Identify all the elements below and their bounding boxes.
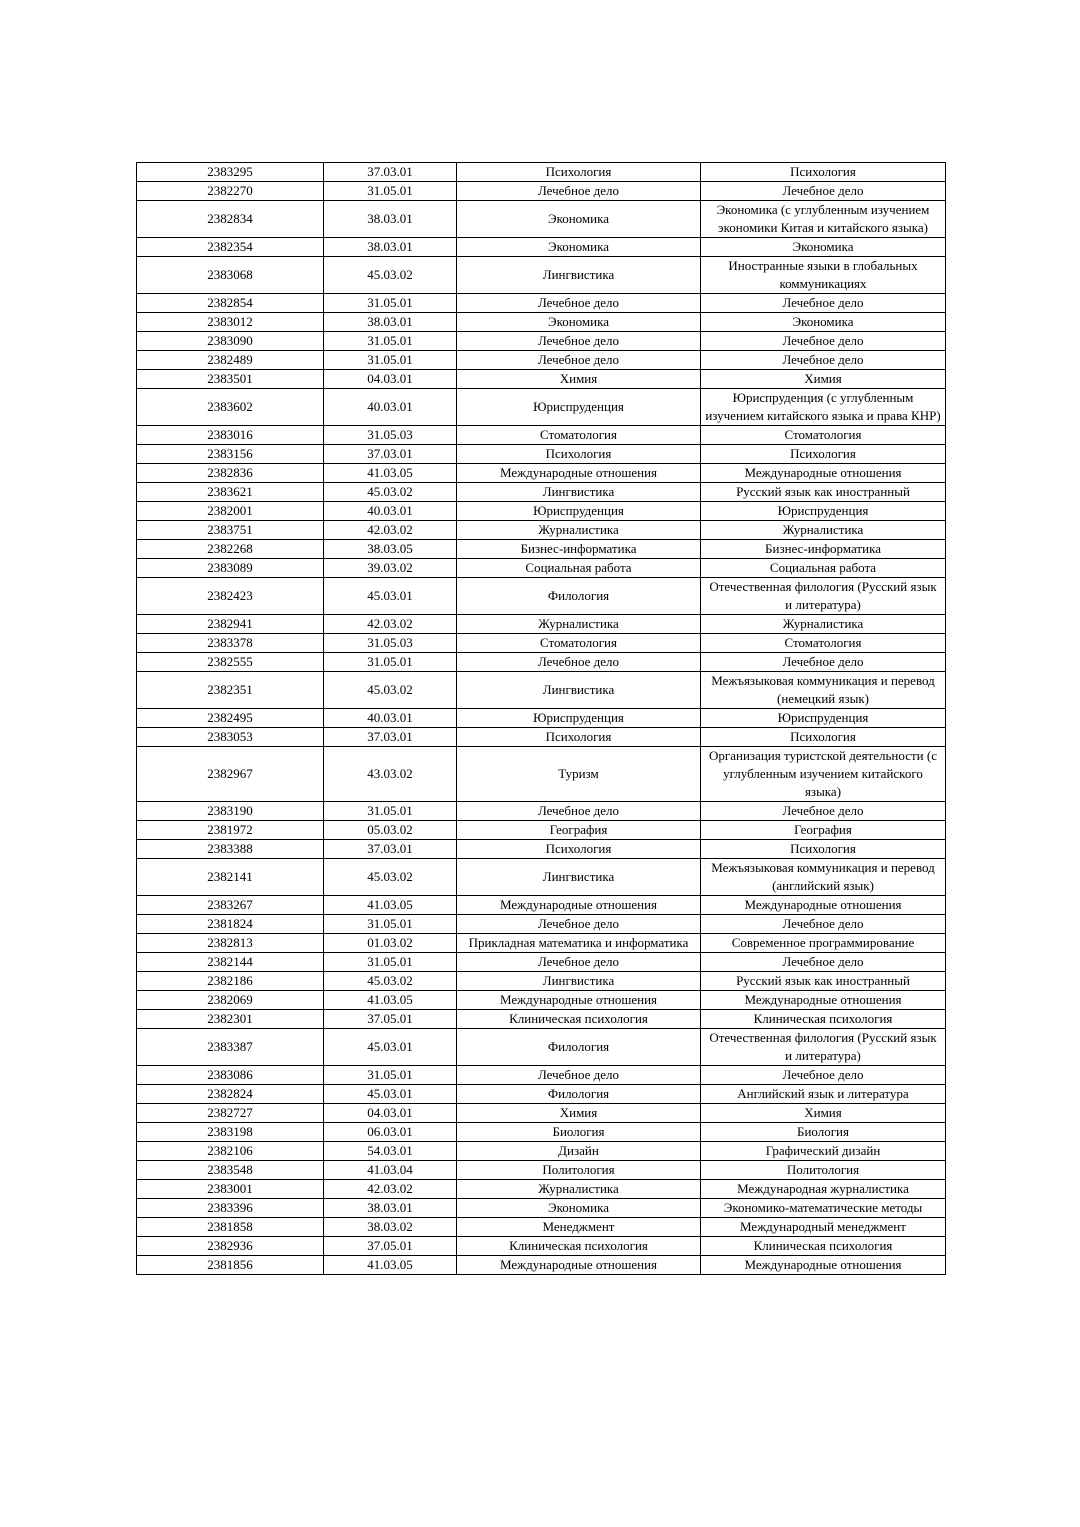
program-profile-cell: Международные отношения — [701, 991, 946, 1010]
field-of-study-cell: Журналистика — [457, 1180, 701, 1199]
applicant-id-cell: 2382270 — [137, 182, 324, 201]
program-code-cell: 31.05.01 — [324, 294, 457, 313]
applicant-id-cell: 2382727 — [137, 1104, 324, 1123]
table-row — [137, 728, 946, 747]
program-code-cell: 31.05.01 — [324, 182, 457, 201]
field-of-study-cell: Психология — [457, 445, 701, 464]
table-row — [137, 840, 946, 859]
program-profile-cell: Организация туристской деятельности (с углубленным изучением китайского языка) — [701, 747, 946, 802]
program-profile-cell: Психология — [701, 163, 946, 182]
field-of-study-cell: Биология — [457, 1123, 701, 1142]
applicant-id-cell: 2383053 — [137, 728, 324, 747]
program-profile-cell: Лечебное дело — [701, 802, 946, 821]
field-of-study-cell: Международные отношения — [457, 464, 701, 483]
applicant-id-cell: 2382144 — [137, 953, 324, 972]
table-row — [137, 201, 946, 238]
program-profile-cell: Международная журналистика — [701, 1180, 946, 1199]
program-code-cell: 31.05.01 — [324, 953, 457, 972]
table-row — [137, 351, 946, 370]
program-code-cell: 40.03.01 — [324, 389, 457, 426]
program-profile-cell: Межъязыковая коммуникация и перевод (немецкий язык) — [701, 672, 946, 709]
applicant-id-cell: 2383267 — [137, 896, 324, 915]
table-row — [137, 915, 946, 934]
program-profile-cell: Отечественная филология (Русский язык и литература) — [701, 1029, 946, 1066]
field-of-study-cell: Менеджмент — [457, 1218, 701, 1237]
applicant-id-cell: 2382354 — [137, 238, 324, 257]
program-profile-cell: Английский язык и литература — [701, 1085, 946, 1104]
program-profile-cell: Отечественная филология (Русский язык и литература) — [701, 578, 946, 615]
program-code-cell: 38.03.01 — [324, 238, 457, 257]
field-of-study-cell: Филология — [457, 1029, 701, 1066]
field-of-study-cell: Прикладная математика и информатика — [457, 934, 701, 953]
applicant-id-cell: 2382001 — [137, 502, 324, 521]
program-code-cell: 31.05.01 — [324, 1066, 457, 1085]
program-profile-cell: География — [701, 821, 946, 840]
program-code-cell: 45.03.02 — [324, 972, 457, 991]
program-code-cell: 38.03.01 — [324, 313, 457, 332]
table-row — [137, 634, 946, 653]
program-profile-cell: Лечебное дело — [701, 653, 946, 672]
program-code-cell: 31.05.01 — [324, 802, 457, 821]
program-profile-cell: Экономика — [701, 313, 946, 332]
field-of-study-cell: Юриспруденция — [457, 709, 701, 728]
program-profile-cell: Современное программирование — [701, 934, 946, 953]
applicant-id-cell: 2382069 — [137, 991, 324, 1010]
program-profile-cell: Клиническая психология — [701, 1010, 946, 1029]
program-code-cell: 37.03.01 — [324, 840, 457, 859]
applicant-id-cell: 2382555 — [137, 653, 324, 672]
table-row — [137, 1237, 946, 1256]
program-profile-cell: Иностранные языки в глобальных коммуникациях — [701, 257, 946, 294]
program-profile-cell: Химия — [701, 370, 946, 389]
applicant-id-cell: 2383156 — [137, 445, 324, 464]
program-code-cell: 38.03.02 — [324, 1218, 457, 1237]
field-of-study-cell: Психология — [457, 163, 701, 182]
table-row — [137, 521, 946, 540]
program-code-cell: 38.03.01 — [324, 1199, 457, 1218]
table-row — [137, 483, 946, 502]
field-of-study-cell: Лечебное дело — [457, 1066, 701, 1085]
field-of-study-cell: Лечебное дело — [457, 351, 701, 370]
table-row — [137, 991, 946, 1010]
applicant-id-cell: 2382941 — [137, 615, 324, 634]
program-code-cell: 42.03.02 — [324, 1180, 457, 1199]
field-of-study-cell: Экономика — [457, 1199, 701, 1218]
table-row — [137, 709, 946, 728]
applicant-id-cell: 2383016 — [137, 426, 324, 445]
program-code-cell: 31.05.01 — [324, 332, 457, 351]
program-profile-cell: Психология — [701, 728, 946, 747]
field-of-study-cell: Лечебное дело — [457, 802, 701, 821]
program-code-cell: 31.05.03 — [324, 426, 457, 445]
program-code-cell: 40.03.01 — [324, 502, 457, 521]
program-code-cell: 04.03.01 — [324, 370, 457, 389]
program-code-cell: 38.03.05 — [324, 540, 457, 559]
table-row — [137, 1199, 946, 1218]
program-code-cell: 05.03.02 — [324, 821, 457, 840]
program-code-cell: 54.03.01 — [324, 1142, 457, 1161]
field-of-study-cell: Лингвистика — [457, 483, 701, 502]
applicant-id-cell: 2383012 — [137, 313, 324, 332]
program-code-cell: 37.05.01 — [324, 1010, 457, 1029]
applicant-id-cell: 2383378 — [137, 634, 324, 653]
table-row — [137, 896, 946, 915]
field-of-study-cell: Бизнес-информатика — [457, 540, 701, 559]
table-row — [137, 1104, 946, 1123]
applicant-id-cell: 2381972 — [137, 821, 324, 840]
program-profile-cell: Журналистика — [701, 521, 946, 540]
program-profile-cell: Лечебное дело — [701, 1066, 946, 1085]
applicant-id-cell: 2382141 — [137, 859, 324, 896]
program-code-cell: 40.03.01 — [324, 709, 457, 728]
program-profile-cell: Лечебное дело — [701, 182, 946, 201]
program-code-cell: 45.03.02 — [324, 483, 457, 502]
field-of-study-cell: Юриспруденция — [457, 389, 701, 426]
table-row — [137, 934, 946, 953]
field-of-study-cell: Лингвистика — [457, 859, 701, 896]
table-row — [137, 615, 946, 634]
field-of-study-cell: Лечебное дело — [457, 294, 701, 313]
applicant-id-cell: 2383295 — [137, 163, 324, 182]
applicant-id-cell: 2381824 — [137, 915, 324, 934]
field-of-study-cell: Юриспруденция — [457, 502, 701, 521]
table-row — [137, 1161, 946, 1180]
field-of-study-cell: Психология — [457, 728, 701, 747]
field-of-study-cell: Экономика — [457, 313, 701, 332]
field-of-study-cell: Клиническая психология — [457, 1010, 701, 1029]
applicant-id-cell: 2382836 — [137, 464, 324, 483]
program-code-cell: 39.03.02 — [324, 559, 457, 578]
table-row — [137, 559, 946, 578]
field-of-study-cell: Филология — [457, 578, 701, 615]
field-of-study-cell: Стоматология — [457, 634, 701, 653]
table-row — [137, 1142, 946, 1161]
table-row — [137, 182, 946, 201]
program-profile-cell: Журналистика — [701, 615, 946, 634]
applicant-id-cell: 2382824 — [137, 1085, 324, 1104]
program-profile-cell: Юриспруденция (с углубленным изучением китайского языка и права КНР) — [701, 389, 946, 426]
field-of-study-cell: Психология — [457, 840, 701, 859]
table-row — [137, 578, 946, 615]
program-profile-cell: Клиническая психология — [701, 1237, 946, 1256]
field-of-study-cell: Лечебное дело — [457, 182, 701, 201]
program-profile-cell: Юриспруденция — [701, 709, 946, 728]
applicant-id-cell: 2382967 — [137, 747, 324, 802]
field-of-study-cell: Международные отношения — [457, 1256, 701, 1275]
field-of-study-cell: Лечебное дело — [457, 915, 701, 934]
field-of-study-cell: Социальная работа — [457, 559, 701, 578]
field-of-study-cell: Международные отношения — [457, 896, 701, 915]
program-profile-cell: Стоматология — [701, 426, 946, 445]
applicant-id-cell: 2383501 — [137, 370, 324, 389]
applicant-id-cell: 2383388 — [137, 840, 324, 859]
program-profile-cell: Психология — [701, 840, 946, 859]
program-profile-cell: Лечебное дело — [701, 332, 946, 351]
program-code-cell: 31.05.01 — [324, 915, 457, 934]
program-profile-cell: Экономика (с углубленным изучением экономики Китая и китайского языка) — [701, 201, 946, 238]
applicant-id-cell: 2383621 — [137, 483, 324, 502]
field-of-study-cell: Лечебное дело — [457, 332, 701, 351]
table-row — [137, 257, 946, 294]
program-profile-cell: Международный менеджмент — [701, 1218, 946, 1237]
program-code-cell: 41.03.05 — [324, 896, 457, 915]
program-code-cell: 41.03.05 — [324, 1256, 457, 1275]
program-profile-cell: Экономико-математические методы — [701, 1199, 946, 1218]
applicant-id-cell: 2382301 — [137, 1010, 324, 1029]
program-code-cell: 45.03.02 — [324, 257, 457, 294]
table-row — [137, 389, 946, 426]
table-row — [137, 1066, 946, 1085]
field-of-study-cell: Лечебное дело — [457, 653, 701, 672]
table-row — [137, 653, 946, 672]
field-of-study-cell: Дизайн — [457, 1142, 701, 1161]
field-of-study-cell: Лингвистика — [457, 672, 701, 709]
program-profile-cell: Международные отношения — [701, 464, 946, 483]
applicant-id-cell: 2381858 — [137, 1218, 324, 1237]
program-profile-cell: Международные отношения — [701, 1256, 946, 1275]
applicant-id-cell: 2382854 — [137, 294, 324, 313]
field-of-study-cell: Химия — [457, 1104, 701, 1123]
program-code-cell: 42.03.02 — [324, 615, 457, 634]
field-of-study-cell: Лингвистика — [457, 257, 701, 294]
applicant-id-cell: 2382186 — [137, 972, 324, 991]
applicant-id-cell: 2383001 — [137, 1180, 324, 1199]
program-profile-cell: Международные отношения — [701, 896, 946, 915]
applicant-id-cell: 2383198 — [137, 1123, 324, 1142]
table-row — [137, 313, 946, 332]
program-code-cell: 37.03.01 — [324, 445, 457, 464]
field-of-study-cell: Журналистика — [457, 615, 701, 634]
program-code-cell: 31.05.01 — [324, 351, 457, 370]
table-row — [137, 1085, 946, 1104]
applicant-id-cell: 2382834 — [137, 201, 324, 238]
applicant-id-cell: 2383190 — [137, 802, 324, 821]
table-row — [137, 1123, 946, 1142]
program-code-cell: 45.03.01 — [324, 1029, 457, 1066]
table-row — [137, 464, 946, 483]
program-profile-cell: Межъязыковая коммуникация и перевод (английский язык) — [701, 859, 946, 896]
table-row — [137, 1218, 946, 1237]
applicant-id-cell: 2382423 — [137, 578, 324, 615]
table-row — [137, 502, 946, 521]
program-code-cell: 41.03.05 — [324, 991, 457, 1010]
program-code-cell: 45.03.01 — [324, 578, 457, 615]
applicant-id-cell: 2382936 — [137, 1237, 324, 1256]
program-code-cell: 01.03.02 — [324, 934, 457, 953]
table-row — [137, 426, 946, 445]
program-profile-cell: Стоматология — [701, 634, 946, 653]
table-row — [137, 370, 946, 389]
table-row — [137, 540, 946, 559]
field-of-study-cell: Клиническая психология — [457, 1237, 701, 1256]
program-code-cell: 31.05.03 — [324, 634, 457, 653]
program-code-cell: 37.03.01 — [324, 728, 457, 747]
field-of-study-cell: Экономика — [457, 238, 701, 257]
applicant-id-cell: 2381856 — [137, 1256, 324, 1275]
program-profile-cell: Биология — [701, 1123, 946, 1142]
applicant-id-cell: 2383602 — [137, 389, 324, 426]
table-row — [137, 747, 946, 802]
program-code-cell: 37.05.01 — [324, 1237, 457, 1256]
table-row — [137, 1180, 946, 1199]
program-profile-cell: Психология — [701, 445, 946, 464]
program-profile-cell: Бизнес-информатика — [701, 540, 946, 559]
program-code-cell: 31.05.01 — [324, 653, 457, 672]
table-row — [137, 953, 946, 972]
program-code-cell: 41.03.04 — [324, 1161, 457, 1180]
table-row — [137, 1029, 946, 1066]
program-profile-cell: Лечебное дело — [701, 351, 946, 370]
field-of-study-cell: География — [457, 821, 701, 840]
program-profile-cell: Экономика — [701, 238, 946, 257]
field-of-study-cell: Международные отношения — [457, 991, 701, 1010]
program-profile-cell: Лечебное дело — [701, 294, 946, 313]
table-row — [137, 821, 946, 840]
applicant-id-cell: 2382268 — [137, 540, 324, 559]
program-code-cell: 06.03.01 — [324, 1123, 457, 1142]
table-row — [137, 1256, 946, 1275]
field-of-study-cell: Филология — [457, 1085, 701, 1104]
field-of-study-cell: Политология — [457, 1161, 701, 1180]
applicant-id-cell: 2382106 — [137, 1142, 324, 1161]
program-profile-cell: Русский язык как иностранный — [701, 483, 946, 502]
applications-table — [136, 162, 946, 1275]
field-of-study-cell: Экономика — [457, 201, 701, 238]
field-of-study-cell: Журналистика — [457, 521, 701, 540]
applicant-id-cell: 2382813 — [137, 934, 324, 953]
table-body — [137, 163, 946, 1275]
program-profile-cell: Юриспруденция — [701, 502, 946, 521]
program-profile-cell: Лечебное дело — [701, 953, 946, 972]
program-profile-cell: Политология — [701, 1161, 946, 1180]
applicant-id-cell: 2383089 — [137, 559, 324, 578]
applicant-id-cell: 2382351 — [137, 672, 324, 709]
program-profile-cell: Графический дизайн — [701, 1142, 946, 1161]
field-of-study-cell: Лингвистика — [457, 972, 701, 991]
applicant-id-cell: 2383387 — [137, 1029, 324, 1066]
table-row — [137, 332, 946, 351]
field-of-study-cell: Стоматология — [457, 426, 701, 445]
program-profile-cell: Русский язык как иностранный — [701, 972, 946, 991]
program-code-cell: 45.03.01 — [324, 1085, 457, 1104]
table-row — [137, 672, 946, 709]
applicant-id-cell: 2383396 — [137, 1199, 324, 1218]
program-code-cell: 42.03.02 — [324, 521, 457, 540]
program-profile-cell: Химия — [701, 1104, 946, 1123]
program-code-cell: 41.03.05 — [324, 464, 457, 483]
applicant-id-cell: 2383751 — [137, 521, 324, 540]
program-code-cell: 43.03.02 — [324, 747, 457, 802]
program-code-cell: 37.03.01 — [324, 163, 457, 182]
applicant-id-cell: 2383090 — [137, 332, 324, 351]
table-row — [137, 802, 946, 821]
program-code-cell: 04.03.01 — [324, 1104, 457, 1123]
program-code-cell: 38.03.01 — [324, 201, 457, 238]
table-row — [137, 445, 946, 464]
applicant-id-cell: 2382489 — [137, 351, 324, 370]
field-of-study-cell: Лечебное дело — [457, 953, 701, 972]
table-row — [137, 859, 946, 896]
table-row — [137, 294, 946, 313]
applicant-id-cell: 2383548 — [137, 1161, 324, 1180]
applicant-id-cell: 2382495 — [137, 709, 324, 728]
program-code-cell: 45.03.02 — [324, 672, 457, 709]
table-row — [137, 972, 946, 991]
table-row — [137, 163, 946, 182]
field-of-study-cell: Туризм — [457, 747, 701, 802]
program-code-cell: 45.03.02 — [324, 859, 457, 896]
applicant-id-cell: 2383068 — [137, 257, 324, 294]
table-row — [137, 1010, 946, 1029]
field-of-study-cell: Химия — [457, 370, 701, 389]
program-profile-cell: Лечебное дело — [701, 915, 946, 934]
program-profile-cell: Социальная работа — [701, 559, 946, 578]
table-row — [137, 238, 946, 257]
applicant-id-cell: 2383086 — [137, 1066, 324, 1085]
